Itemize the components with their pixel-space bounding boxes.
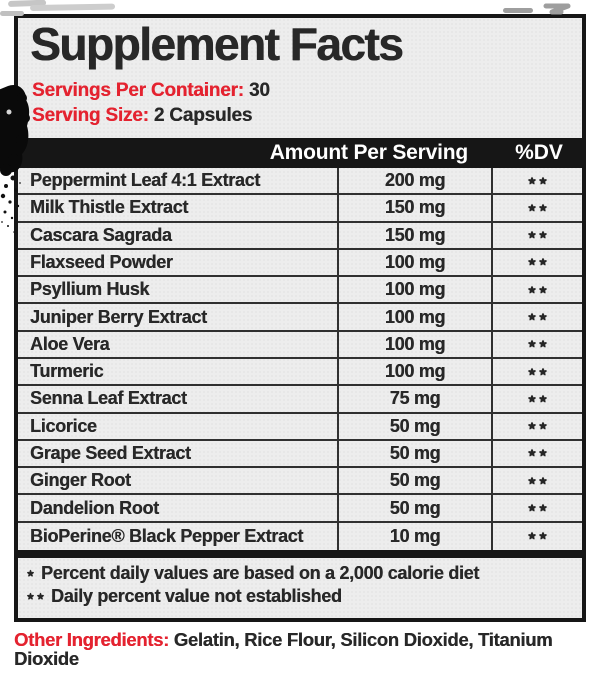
table-row	[18, 414, 582, 441]
footnote-text: Daily percent value not established	[51, 586, 342, 606]
ingredient-dv	[493, 414, 582, 439]
asterisk-star-icon	[538, 312, 548, 322]
ingredient-amount: 50 mg	[337, 468, 493, 493]
asterisk-star-icon	[527, 367, 537, 377]
asterisk-star-icon	[527, 230, 537, 240]
servings-per-container-label: Servings Per Container:	[32, 80, 244, 101]
table-row	[18, 223, 582, 250]
ingredients-table	[18, 168, 582, 550]
asterisk-star-icon	[527, 312, 537, 322]
ingredient-name: Milk Thistle Extract	[30, 197, 189, 218]
asterisk-star-icon	[538, 285, 548, 295]
ingredient-amount: 100 mg	[337, 250, 493, 275]
ingredient-name: Dandelion Root	[30, 497, 159, 518]
ingredient-name: Cascara Sagrada	[30, 224, 172, 245]
asterisk-star-icon	[538, 339, 548, 349]
ingredient-name: Senna Leaf Extract	[30, 388, 187, 409]
ingredient-amount: 150 mg	[337, 223, 493, 248]
asterisk-star-icon	[538, 476, 548, 486]
ingredient-dv	[493, 195, 582, 220]
serving-size-line	[32, 105, 252, 127]
ingredient-name: Juniper Berry Extract	[30, 306, 207, 327]
table-row	[18, 304, 582, 331]
double-asterisk-star-icon	[26, 592, 45, 601]
asterisk-star-icon	[527, 503, 537, 513]
footnote-separator-bar	[14, 550, 586, 558]
amount-per-serving-header: Amount Per Serving	[269, 141, 468, 164]
ingredient-dv	[493, 495, 582, 520]
ingredient-dv	[493, 250, 582, 275]
asterisk-star-icon	[538, 421, 548, 431]
panel-title: Supplement Facts	[30, 18, 403, 70]
ingredient-amount: 50 mg	[337, 441, 493, 466]
ingredient-name: Aloe Vera	[30, 333, 110, 354]
table-row	[18, 523, 582, 550]
ingredient-dv	[493, 468, 582, 493]
asterisk-star-icon	[527, 339, 537, 349]
other-ingredients	[14, 631, 570, 668]
ingredient-amount: 100 mg	[337, 332, 493, 357]
footnote-not-established	[26, 584, 576, 607]
asterisk-star-icon	[527, 285, 537, 295]
asterisk-star-icon	[538, 503, 548, 513]
percent-dv-header: %DV	[515, 141, 563, 164]
footnotes	[26, 561, 576, 607]
other-ingredients-label: Other Ingredients:	[14, 629, 169, 650]
ingredient-amount: 75 mg	[337, 386, 493, 411]
footnote-calorie-diet	[26, 561, 576, 584]
table-row	[18, 441, 582, 468]
ingredient-name: Licorice	[30, 415, 97, 436]
table-row	[18, 359, 582, 386]
asterisk-star-icon	[527, 257, 537, 267]
ingredient-amount: 100 mg	[337, 304, 493, 329]
supplement-facts-panel	[14, 14, 586, 622]
table-row	[18, 277, 582, 304]
asterisk-star-icon	[527, 448, 537, 458]
asterisk-star-icon	[538, 176, 548, 186]
ingredient-dv	[493, 332, 582, 357]
ingredient-amount: 10 mg	[337, 523, 493, 550]
asterisk-star-icon	[26, 569, 35, 578]
ingredient-name: Ginger Root	[30, 470, 131, 491]
ingredient-name: Peppermint Leaf 4:1 Extract	[30, 170, 260, 191]
asterisk-star-icon	[538, 203, 548, 213]
ingredient-amount: 200 mg	[337, 168, 493, 193]
servings-per-container-value: 30	[248, 80, 270, 101]
ingredient-name: BioPerine® Black Pepper Extract	[30, 525, 304, 546]
asterisk-star-icon	[527, 531, 537, 541]
asterisk-star-icon	[538, 448, 548, 458]
ingredient-name: Psyllium Husk	[30, 279, 150, 300]
ingredient-dv	[493, 359, 582, 384]
ingredient-amount: 150 mg	[337, 195, 493, 220]
footnote-text: Percent daily values are based on a 2,000 calorie diet	[41, 563, 480, 583]
asterisk-star-icon	[527, 421, 537, 431]
ingredient-name: Grape Seed Extract	[30, 442, 191, 463]
ingredient-name: Turmeric	[30, 361, 104, 382]
table-row	[18, 468, 582, 495]
ingredient-amount: 100 mg	[337, 359, 493, 384]
grunge-marks-top-right	[503, 6, 568, 13]
asterisk-star-icon	[527, 176, 537, 186]
ingredient-dv	[493, 441, 582, 466]
other-ingredients-value: Gelatin, Rice Flour, Silicon Dioxide, Titanium Dioxide	[14, 629, 553, 669]
table-row	[18, 495, 582, 522]
asterisk-star-icon	[538, 367, 548, 377]
ingredient-dv	[493, 386, 582, 411]
asterisk-star-icon	[538, 230, 548, 240]
ingredient-dv	[493, 304, 582, 329]
ingredient-dv	[493, 168, 582, 193]
asterisk-star-icon	[538, 394, 548, 404]
table-row	[18, 195, 582, 222]
ingredient-amount: 50 mg	[337, 495, 493, 520]
ingredient-amount: 100 mg	[337, 277, 493, 302]
asterisk-star-icon	[538, 257, 548, 267]
asterisk-star-icon	[527, 203, 537, 213]
ingredient-name: Flaxseed Powder	[30, 251, 173, 272]
table-row	[18, 168, 582, 195]
ingredient-dv	[493, 223, 582, 248]
serving-size-label: Serving Size:	[32, 105, 149, 126]
table-row	[18, 386, 582, 413]
ingredient-amount: 50 mg	[337, 414, 493, 439]
servings-per-container-line	[32, 80, 270, 102]
ingredient-dv	[493, 523, 582, 550]
serving-size-value: 2 Capsules	[153, 105, 253, 126]
table-header-bar	[14, 138, 586, 168]
ingredient-dv	[493, 277, 582, 302]
asterisk-star-icon	[527, 476, 537, 486]
asterisk-star-icon	[538, 531, 548, 541]
asterisk-star-icon	[527, 394, 537, 404]
table-row	[18, 332, 582, 359]
table-row	[18, 250, 582, 277]
